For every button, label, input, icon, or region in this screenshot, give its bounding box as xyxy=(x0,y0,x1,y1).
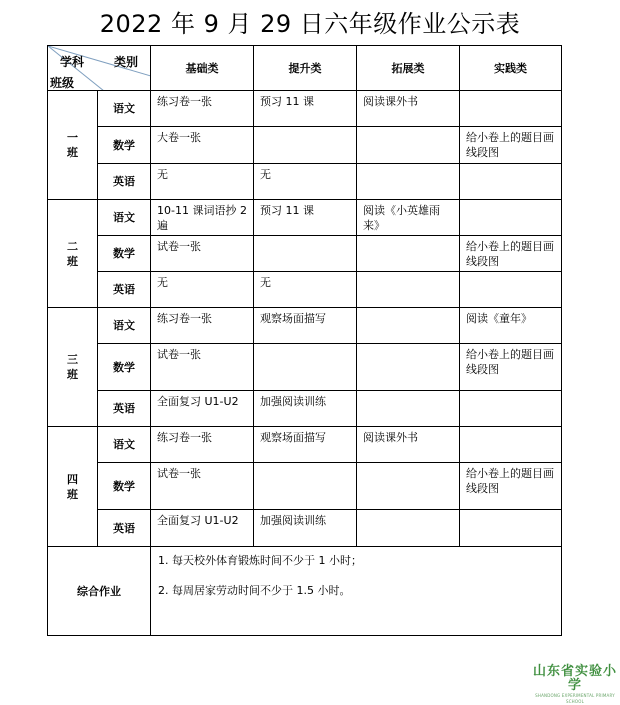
table-row xyxy=(48,308,562,344)
column-header: 实践类 xyxy=(460,46,562,91)
homework-cell: 观察场面描写 xyxy=(254,308,357,344)
header-row xyxy=(48,46,562,91)
homework-cell xyxy=(460,164,562,200)
homework-cell: 观察场面描写 xyxy=(254,427,357,463)
class-name-cell xyxy=(48,91,98,200)
homework-cell: 给小卷上的题目画线段图 xyxy=(460,236,562,272)
homework-cell: 加强阅读训练 xyxy=(254,391,357,427)
homework-cell xyxy=(357,127,460,164)
subject-label: 英语 xyxy=(98,510,151,547)
homework-cell: 无 xyxy=(151,272,254,308)
class-name: 一班 xyxy=(67,131,78,159)
homework-table xyxy=(47,45,562,636)
homework-cell xyxy=(357,272,460,308)
subject-label: 语文 xyxy=(98,427,151,463)
homework-cell xyxy=(254,127,357,164)
table-row xyxy=(48,236,562,272)
homework-cell: 预习 11 课 xyxy=(254,91,357,127)
homework-cell xyxy=(460,200,562,236)
homework-cell: 给小卷上的题目画线段图 xyxy=(460,127,562,164)
homework-cell: 练习卷一张 xyxy=(151,308,254,344)
homework-cell: 全面复习 U1-U2 xyxy=(151,391,254,427)
subject-label: 语文 xyxy=(98,91,151,127)
homework-cell xyxy=(254,344,357,391)
homework-cell xyxy=(357,236,460,272)
homework-cell: 无 xyxy=(254,164,357,200)
table-row xyxy=(48,272,562,308)
homework-cell: 大卷一张 xyxy=(151,127,254,164)
homework-cell: 给小卷上的题目画线段图 xyxy=(460,344,562,391)
homework-cell: 试卷一张 xyxy=(151,344,254,391)
column-header: 提升类 xyxy=(254,46,357,91)
homework-cell: 试卷一张 xyxy=(151,236,254,272)
table-row xyxy=(48,510,562,547)
subject-label: 语文 xyxy=(98,200,151,236)
homework-cell: 阅读课外书 xyxy=(357,91,460,127)
corner-subject-label: 学科 xyxy=(60,55,85,69)
table-row xyxy=(48,391,562,427)
extra-label: 综合作业 xyxy=(48,547,151,636)
subject-label: 数学 xyxy=(98,344,151,391)
column-header: 拓展类 xyxy=(357,46,460,91)
class-name: 四班 xyxy=(67,472,78,501)
logo-name: 山东省实验小学 xyxy=(532,664,617,693)
homework-cell: 试卷一张 xyxy=(151,463,254,510)
table-row xyxy=(48,164,562,200)
class-name-cell xyxy=(48,308,98,427)
subject-label: 英语 xyxy=(98,164,151,200)
homework-cell xyxy=(357,344,460,391)
table-row xyxy=(48,127,562,164)
class-name-cell xyxy=(48,427,98,547)
subject-label: 英语 xyxy=(98,272,151,308)
column-header: 基础类 xyxy=(151,46,254,91)
subject-label: 数学 xyxy=(98,236,151,272)
school-logo xyxy=(530,664,620,704)
homework-cell: 练习卷一张 xyxy=(151,91,254,127)
homework-cell: 阅读课外书 xyxy=(357,427,460,463)
subject-label: 数学 xyxy=(98,463,151,510)
homework-cell xyxy=(254,236,357,272)
homework-cell xyxy=(460,510,562,547)
class-name: 二班 xyxy=(67,239,78,268)
homework-cell xyxy=(254,463,357,510)
table-row xyxy=(48,344,562,391)
class-name: 三班 xyxy=(67,353,78,381)
corner-class-label: 班级 xyxy=(50,76,75,90)
homework-cell: 给小卷上的题目画线段图 xyxy=(460,463,562,510)
extra-note: 1. 每天校外体育锻炼时间不少于 1 小时； xyxy=(158,554,362,567)
homework-cell: 预习 11 课 xyxy=(254,200,357,236)
homework-cell xyxy=(357,164,460,200)
homework-cell: 10-11 课词语抄 2 遍 xyxy=(151,200,254,236)
corner-type-label: 类别 xyxy=(114,55,139,69)
homework-cell: 阅读《小英雄雨来》 xyxy=(357,200,460,236)
subject-label: 数学 xyxy=(98,127,151,164)
subject-label: 英语 xyxy=(98,391,151,427)
homework-cell: 无 xyxy=(254,272,357,308)
homework-cell xyxy=(460,391,562,427)
homework-cell xyxy=(357,463,460,510)
homework-cell: 练习卷一张 xyxy=(151,427,254,463)
homework-cell xyxy=(357,308,460,344)
table-row xyxy=(48,427,562,463)
subject-label: 语文 xyxy=(98,308,151,344)
homework-cell: 阅读《童年》 xyxy=(460,308,562,344)
homework-cell: 无 xyxy=(151,164,254,200)
extra-notes xyxy=(151,547,562,636)
table-row xyxy=(48,463,562,510)
homework-cell xyxy=(460,427,562,463)
homework-cell xyxy=(460,272,562,308)
logo-subtitle: SHANDONG EXPERIMENTAL PRIMARY SCHOOL xyxy=(535,693,615,704)
table-row xyxy=(48,91,562,127)
table-row xyxy=(48,200,562,236)
homework-cell xyxy=(357,391,460,427)
extra-note: 2. 每周居家劳动时间不少于 1.5 小时。 xyxy=(158,584,351,597)
extra-row xyxy=(48,547,562,636)
homework-cell xyxy=(460,91,562,127)
homework-cell: 全面复习 U1-U2 xyxy=(151,510,254,547)
class-name-cell xyxy=(48,200,98,308)
homework-cell xyxy=(357,510,460,547)
page-title: 2022 年 9 月 29 日六年级作业公示表 xyxy=(99,10,521,38)
homework-cell: 加强阅读训练 xyxy=(254,510,357,547)
header-corner-cell xyxy=(48,46,151,91)
